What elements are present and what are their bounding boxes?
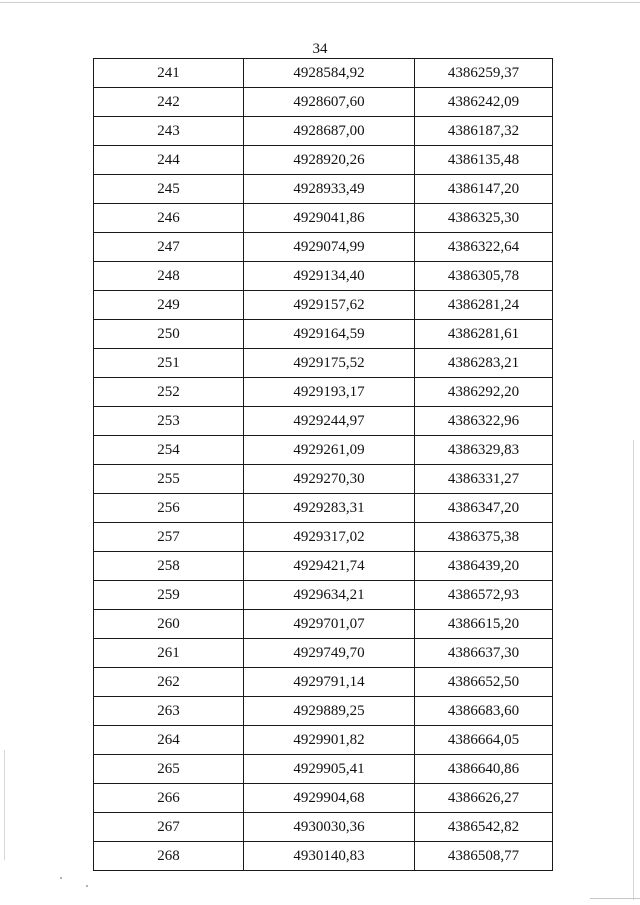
coordinates-table bbox=[93, 58, 553, 871]
table-row bbox=[94, 146, 553, 175]
table-row bbox=[94, 465, 553, 494]
x-coordinate-cell: 4929889,25 bbox=[244, 697, 415, 726]
point-number-cell: 266 bbox=[94, 784, 244, 813]
point-number-cell: 264 bbox=[94, 726, 244, 755]
y-coordinate-cell: 4386283,21 bbox=[415, 349, 553, 378]
x-coordinate-cell: 4930030,36 bbox=[244, 813, 415, 842]
point-number-cell: 256 bbox=[94, 494, 244, 523]
point-number-cell: 247 bbox=[94, 233, 244, 262]
point-number-cell: 249 bbox=[94, 291, 244, 320]
y-coordinate-cell: 4386331,27 bbox=[415, 465, 553, 494]
x-coordinate-cell: 4929134,40 bbox=[244, 262, 415, 291]
y-coordinate-cell: 4386322,96 bbox=[415, 407, 553, 436]
table-row bbox=[94, 262, 553, 291]
x-coordinate-cell: 4929634,21 bbox=[244, 581, 415, 610]
y-coordinate-cell: 4386542,82 bbox=[415, 813, 553, 842]
coordinates-table-body bbox=[94, 59, 553, 871]
point-number-cell: 262 bbox=[94, 668, 244, 697]
point-number-cell: 250 bbox=[94, 320, 244, 349]
y-coordinate-cell: 4386305,78 bbox=[415, 262, 553, 291]
x-coordinate-cell: 4929317,02 bbox=[244, 523, 415, 552]
x-coordinate-cell: 4929749,70 bbox=[244, 639, 415, 668]
y-coordinate-cell: 4386147,20 bbox=[415, 175, 553, 204]
table-row bbox=[94, 639, 553, 668]
point-number-cell: 261 bbox=[94, 639, 244, 668]
scan-speck bbox=[60, 877, 62, 879]
table-row bbox=[94, 668, 553, 697]
point-number-cell: 245 bbox=[94, 175, 244, 204]
x-coordinate-cell: 4929901,82 bbox=[244, 726, 415, 755]
point-number-cell: 252 bbox=[94, 378, 244, 407]
table-row bbox=[94, 59, 553, 88]
table-row bbox=[94, 494, 553, 523]
y-coordinate-cell: 4386322,64 bbox=[415, 233, 553, 262]
point-number-cell: 255 bbox=[94, 465, 244, 494]
x-coordinate-cell: 4929283,31 bbox=[244, 494, 415, 523]
table-row bbox=[94, 378, 553, 407]
table-row bbox=[94, 204, 553, 233]
table-row bbox=[94, 349, 553, 378]
x-coordinate-cell: 4929244,97 bbox=[244, 407, 415, 436]
y-coordinate-cell: 4386325,30 bbox=[415, 204, 553, 233]
scan-edge-left bbox=[4, 750, 5, 860]
x-coordinate-cell: 4929164,59 bbox=[244, 320, 415, 349]
y-coordinate-cell: 4386375,38 bbox=[415, 523, 553, 552]
point-number-cell: 253 bbox=[94, 407, 244, 436]
point-number-cell: 244 bbox=[94, 146, 244, 175]
x-coordinate-cell: 4928607,60 bbox=[244, 88, 415, 117]
x-coordinate-cell: 4928933,49 bbox=[244, 175, 415, 204]
x-coordinate-cell: 4930140,83 bbox=[244, 842, 415, 871]
y-coordinate-cell: 4386683,60 bbox=[415, 697, 553, 726]
table-row bbox=[94, 552, 553, 581]
y-coordinate-cell: 4386347,20 bbox=[415, 494, 553, 523]
table-row bbox=[94, 610, 553, 639]
table-row bbox=[94, 117, 553, 146]
x-coordinate-cell: 4929701,07 bbox=[244, 610, 415, 639]
x-coordinate-cell: 4928584,92 bbox=[244, 59, 415, 88]
y-coordinate-cell: 4386135,48 bbox=[415, 146, 553, 175]
table-row bbox=[94, 436, 553, 465]
y-coordinate-cell: 4386259,37 bbox=[415, 59, 553, 88]
y-coordinate-cell: 4386637,30 bbox=[415, 639, 553, 668]
x-coordinate-cell: 4929175,52 bbox=[244, 349, 415, 378]
x-coordinate-cell: 4929261,09 bbox=[244, 436, 415, 465]
y-coordinate-cell: 4386626,27 bbox=[415, 784, 553, 813]
x-coordinate-cell: 4929904,68 bbox=[244, 784, 415, 813]
scan-edge-top bbox=[0, 2, 640, 3]
y-coordinate-cell: 4386281,24 bbox=[415, 291, 553, 320]
table-row bbox=[94, 755, 553, 784]
point-number-cell: 263 bbox=[94, 697, 244, 726]
table-row bbox=[94, 175, 553, 204]
x-coordinate-cell: 4928687,00 bbox=[244, 117, 415, 146]
point-number-cell: 260 bbox=[94, 610, 244, 639]
x-coordinate-cell: 4929421,74 bbox=[244, 552, 415, 581]
x-coordinate-cell: 4929041,86 bbox=[244, 204, 415, 233]
x-coordinate-cell: 4929905,41 bbox=[244, 755, 415, 784]
y-coordinate-cell: 4386439,20 bbox=[415, 552, 553, 581]
table-row bbox=[94, 784, 553, 813]
table-row bbox=[94, 523, 553, 552]
point-number-cell: 251 bbox=[94, 349, 244, 378]
y-coordinate-cell: 4386615,20 bbox=[415, 610, 553, 639]
y-coordinate-cell: 4386572,93 bbox=[415, 581, 553, 610]
table-row bbox=[94, 233, 553, 262]
y-coordinate-cell: 4386292,20 bbox=[415, 378, 553, 407]
table-row bbox=[94, 697, 553, 726]
x-coordinate-cell: 4928920,26 bbox=[244, 146, 415, 175]
y-coordinate-cell: 4386664,05 bbox=[415, 726, 553, 755]
scan-edge-bottom bbox=[590, 898, 640, 899]
y-coordinate-cell: 4386508,77 bbox=[415, 842, 553, 871]
point-number-cell: 241 bbox=[94, 59, 244, 88]
y-coordinate-cell: 4386187,32 bbox=[415, 117, 553, 146]
page-number: 34 bbox=[312, 41, 328, 57]
point-number-cell: 257 bbox=[94, 523, 244, 552]
x-coordinate-cell: 4929074,99 bbox=[244, 233, 415, 262]
table-row bbox=[94, 291, 553, 320]
x-coordinate-cell: 4929193,17 bbox=[244, 378, 415, 407]
x-coordinate-cell: 4929157,62 bbox=[244, 291, 415, 320]
table-row bbox=[94, 813, 553, 842]
y-coordinate-cell: 4386640,86 bbox=[415, 755, 553, 784]
table-row bbox=[94, 726, 553, 755]
y-coordinate-cell: 4386652,50 bbox=[415, 668, 553, 697]
table-row bbox=[94, 320, 553, 349]
point-number-cell: 267 bbox=[94, 813, 244, 842]
x-coordinate-cell: 4929270,30 bbox=[244, 465, 415, 494]
table-row bbox=[94, 88, 553, 117]
table-row bbox=[94, 407, 553, 436]
table-row bbox=[94, 842, 553, 871]
y-coordinate-cell: 4386329,83 bbox=[415, 436, 553, 465]
point-number-cell: 242 bbox=[94, 88, 244, 117]
point-number-cell: 248 bbox=[94, 262, 244, 291]
point-number-cell: 243 bbox=[94, 117, 244, 146]
scan-speck bbox=[86, 885, 88, 887]
point-number-cell: 259 bbox=[94, 581, 244, 610]
scan-edge-right bbox=[633, 440, 634, 900]
point-number-cell: 258 bbox=[94, 552, 244, 581]
y-coordinate-cell: 4386242,09 bbox=[415, 88, 553, 117]
point-number-cell: 265 bbox=[94, 755, 244, 784]
point-number-cell: 268 bbox=[94, 842, 244, 871]
point-number-cell: 246 bbox=[94, 204, 244, 233]
table-row bbox=[94, 581, 553, 610]
x-coordinate-cell: 4929791,14 bbox=[244, 668, 415, 697]
y-coordinate-cell: 4386281,61 bbox=[415, 320, 553, 349]
point-number-cell: 254 bbox=[94, 436, 244, 465]
